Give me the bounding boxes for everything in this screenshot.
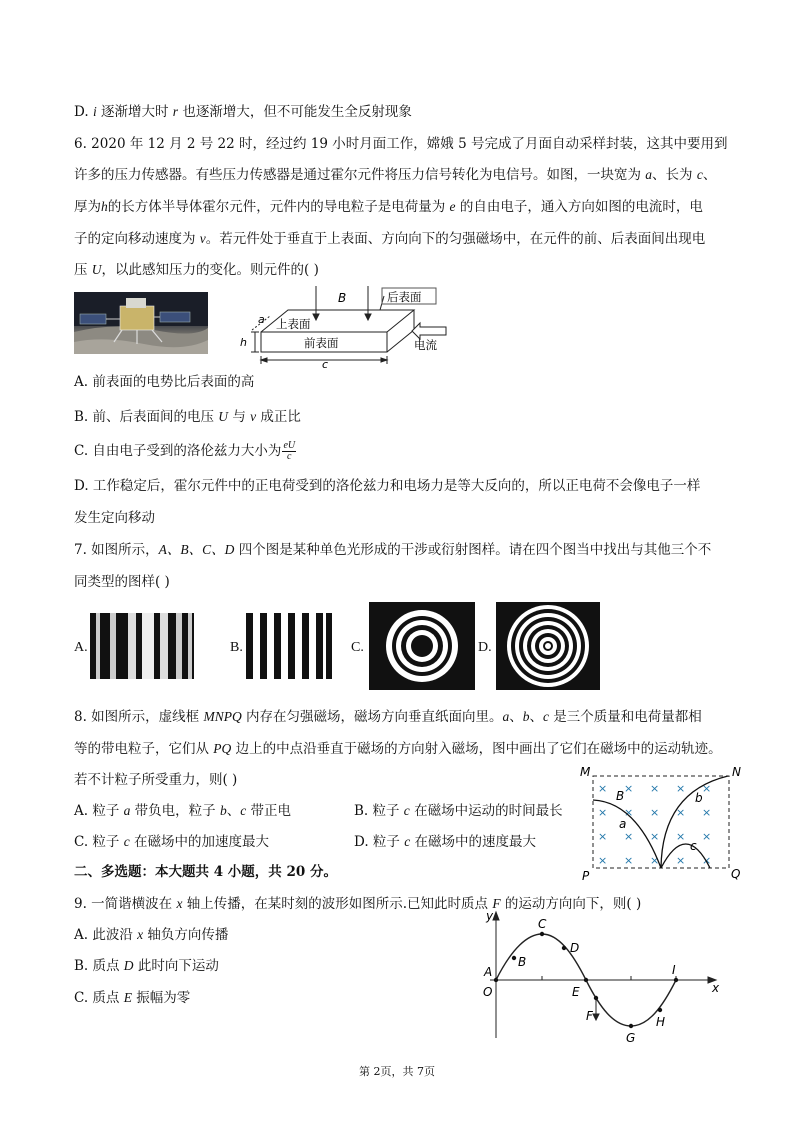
corner-n: N — [732, 765, 741, 779]
point-c-label: C — [538, 917, 547, 931]
q6-option-b: B. 前、后表面间的电压 U 与 v 成正比 — [74, 409, 301, 425]
q6-stem-line5: 压 U，以此感知压力的变化。则元件的( ) — [74, 262, 319, 278]
q6-option-d-line2: 发生定向移动 — [74, 510, 155, 526]
svg-text:×: × — [676, 806, 686, 819]
svg-text:×: × — [702, 854, 712, 867]
top-face-label: 上表面 — [276, 317, 311, 331]
svg-text:×: × — [624, 806, 634, 819]
particle-label-b: b — [695, 791, 703, 805]
dim-c-label: c — [322, 358, 329, 368]
q8-stem-line3: 若不计粒子所受重力，则( ) — [74, 772, 238, 788]
svg-text:×: × — [650, 806, 660, 819]
axis-x-label: x — [712, 981, 720, 995]
q9-option-b: B. 质点 D 此时向下运动 — [74, 958, 219, 974]
corner-p: P — [582, 869, 590, 882]
point-i-label: I — [672, 963, 676, 977]
dim-a-label: a — [258, 313, 265, 326]
pattern-b-equal-fringes — [246, 613, 332, 679]
svg-text:×: × — [598, 830, 608, 843]
point-b-label: B — [518, 955, 527, 969]
svg-text:×: × — [702, 806, 712, 819]
svg-text:×: × — [676, 854, 686, 867]
svg-text:×: × — [650, 854, 660, 867]
svg-text:×: × — [650, 830, 660, 843]
svg-text:×: × — [598, 782, 608, 795]
q9-option-c: C. 质点 E 振幅为零 — [74, 990, 191, 1006]
svg-text:×: × — [624, 830, 634, 843]
q8-option-d: D. 粒子 c 在磁场中的速度最大 — [354, 834, 537, 850]
q6-stem-line1: 6. 2020 年 12 月 2 号 22 时，经过约 19 小时月面工作，嫦娥 5 号完成了月面自动采样封装，这其中要用到 — [74, 136, 728, 152]
lander-illustration — [74, 292, 208, 354]
magnetic-field-diagram — [578, 764, 746, 882]
q7-stem-line1: 7. 如图所示，A、B、C、D 四个图是某种单色光形成的干涉或衍射图样。请在四个图当中找出与其他三个不 — [74, 542, 712, 558]
current-label: 电流 — [414, 338, 437, 352]
q7-label-c: C. — [351, 640, 364, 655]
trajectory-b — [661, 776, 728, 868]
corner-m: M — [580, 765, 591, 779]
q9-option-a: A. 此波沿 x 轴负方向传播 — [74, 927, 229, 943]
hall-element-diagram — [230, 282, 460, 368]
q6-option-d-line1: D. 工作稳定后，霍尔元件中的正电荷受到的洛伦兹力和电场力是等大反向的，所以正电荷不会像电子一样 — [74, 478, 701, 494]
q8-stem-line1: 8. 如图所示，虚线框 MNPQ 内存在匀强磁场，磁场方向垂直纸面向里。a、b、c 是三个质量和电荷量都相 — [74, 709, 702, 725]
svg-text:×: × — [598, 854, 608, 867]
svg-text:×: × — [676, 782, 686, 795]
particle-label-a: a — [619, 817, 627, 831]
q7-label-a: A. — [74, 640, 88, 655]
svg-text:×: × — [624, 782, 634, 795]
point-d-label: D — [570, 941, 580, 955]
q6-option-a: A. 前表面的电势比后表面的高 — [74, 374, 255, 390]
q8-option-c: C. 粒子 c 在磁场中的加速度最大 — [74, 834, 270, 850]
field-label-b: B — [338, 291, 347, 305]
svg-text:×: × — [702, 830, 712, 843]
point-a-label: A — [484, 965, 493, 979]
dim-h-label: h — [240, 336, 247, 349]
origin-label: O — [483, 985, 493, 999]
particle-label-c: c — [690, 839, 697, 853]
pattern-a-unequal-fringes — [90, 613, 194, 679]
pattern-d-rings-center-dot — [496, 602, 600, 690]
front-face-label: 前表面 — [304, 336, 339, 350]
section-multiple-choice-header: 二、多选题：本大题共 4 小题，共 20 分。 — [74, 864, 337, 880]
pattern-c-rings — [369, 602, 475, 690]
q5-option-d: D. i 逐渐增大时 r 也逐渐增大，但不可能发生全反射现象 — [74, 104, 412, 120]
q7-stem-line2: 同类型的图样( ) — [74, 574, 170, 590]
point-f-label: F — [586, 1009, 593, 1023]
q6-option-c: C. 自由电子受到的洛伦兹力大小为 $\frac{eU}{c}$ — [74, 440, 296, 462]
page-footer: 第 2页，共 7页 — [359, 1065, 435, 1078]
back-face-label: 后表面 — [387, 290, 422, 304]
point-e-label: E — [572, 985, 580, 999]
point-h-label: H — [656, 1015, 666, 1029]
q7-label-b: B. — [230, 640, 243, 655]
field-label-b: B — [616, 789, 625, 803]
svg-text:×: × — [676, 830, 686, 843]
q7-label-d: D. — [478, 640, 492, 655]
q6-stem-line4: 子的定向移动速度为 v。若元件处于垂直于上表面、方向向下的匀强磁场中，在元件的前、后表面间出现电 — [74, 231, 706, 247]
svg-text:×: × — [650, 782, 660, 795]
svg-text:×: × — [598, 806, 608, 819]
q6-stem-line2: 许多的压力传感器。有些压力传感器是通过霍尔元件将压力信号转化为电信号。如图，一块宽为 a、长为 c、 — [74, 167, 717, 183]
q8-stem-line2: 等的带电粒子，它们从 PQ 边上的中点沿垂直于磁场的方向射入磁场，图中画出了它们在磁场中的运动轨迹。 — [74, 741, 722, 757]
q8-option-b: B. 粒子 c 在磁场中运动的时间最长 — [354, 803, 563, 819]
q6-stem-line3: 厚为h的长方体半导体霍尔元件，元件内的导电粒子是电荷量为 e 的自由电子，通入方向如图的电流时，电 — [74, 199, 703, 215]
q8-option-a: A. 粒子 a 带负电，粒子 b、c 带正电 — [74, 803, 292, 819]
corner-q: Q — [731, 867, 741, 881]
lander-photo — [74, 292, 208, 354]
svg-text:×: × — [624, 854, 634, 867]
wave-diagram — [476, 908, 726, 1048]
lorentz-force-fraction: $\frac{eU}{c}$ — [283, 440, 296, 462]
point-g-label: G — [626, 1031, 636, 1045]
q9-stem: 9. 一简谐横波在 x 轴上传播，在某时刻的波形如图所示.已知此时质点 F 的运动方向向下，则( ) — [74, 896, 642, 912]
axis-y-label: y — [486, 909, 494, 923]
svg-text:×: × — [702, 782, 712, 795]
